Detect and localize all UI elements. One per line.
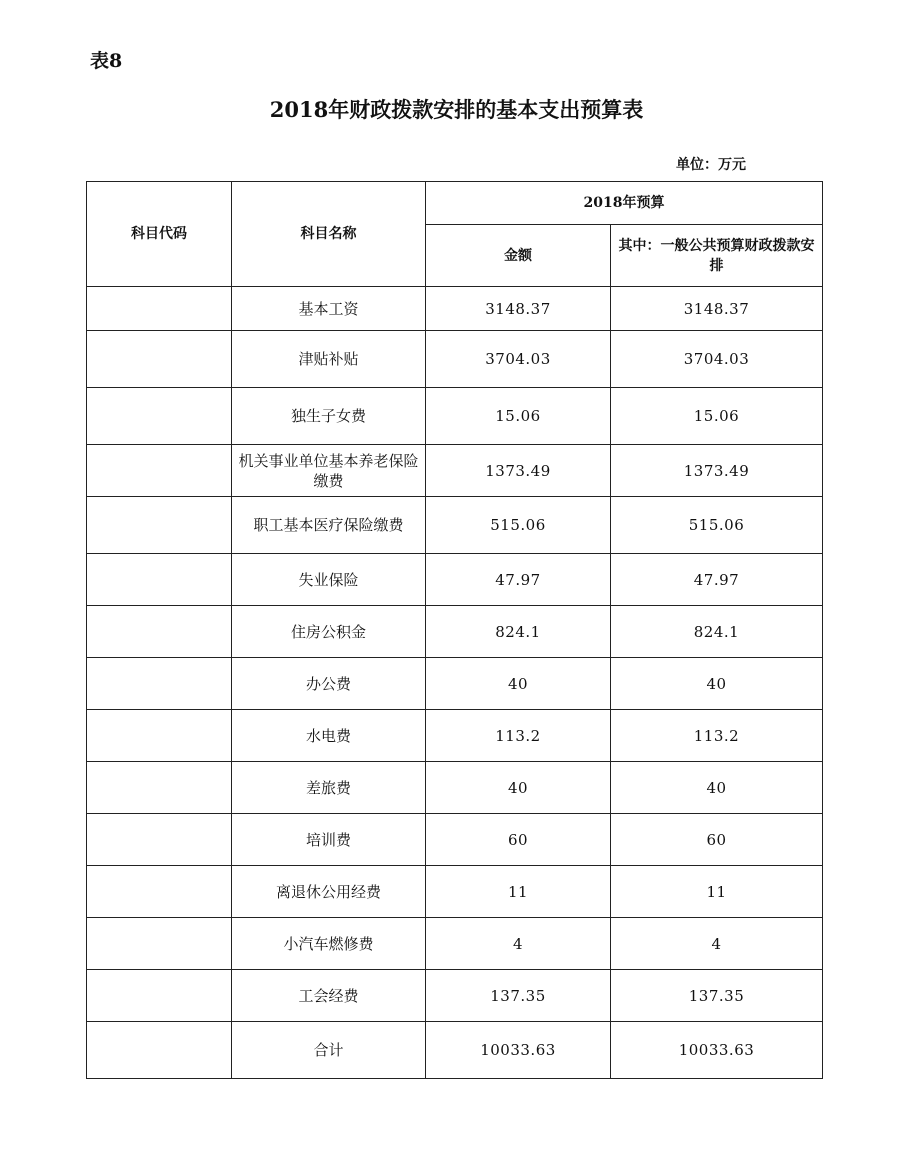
cell-name: 基本工资: [232, 287, 426, 331]
table-row: [87, 606, 823, 658]
table-row: [87, 762, 823, 814]
cell-name: 水电费: [232, 710, 426, 762]
cell-name: 离退休公用经费: [232, 866, 426, 918]
header-budget-group: 2018年预算: [426, 182, 823, 225]
cell-name: 津贴补贴: [232, 331, 426, 388]
cell-general: 47.97: [611, 554, 823, 606]
cell-code: [87, 866, 232, 918]
cell-general: 3704.03: [611, 331, 823, 388]
cell-amount: 40: [426, 762, 611, 814]
cell-name: 小汽车燃修费: [232, 918, 426, 970]
cell-code: [87, 814, 232, 866]
header-name: 科目名称: [232, 182, 426, 287]
cell-general: 10033.63: [611, 1022, 823, 1079]
cell-amount: 40: [426, 658, 611, 710]
cell-code: [87, 287, 232, 331]
cell-amount: 10033.63: [426, 1022, 611, 1079]
document-label: 表8: [90, 50, 123, 72]
cell-amount: 824.1: [426, 606, 611, 658]
cell-code: [87, 606, 232, 658]
table-row: [87, 497, 823, 554]
cell-name: 合计: [232, 1022, 426, 1079]
cell-general: 1373.49: [611, 445, 823, 497]
table-row: [87, 388, 823, 445]
cell-amount: 47.97: [426, 554, 611, 606]
cell-code: [87, 331, 232, 388]
cell-code: [87, 554, 232, 606]
header-general-public: 其中：一般公共预算财政拨款安排: [611, 225, 823, 287]
cell-general: 11: [611, 866, 823, 918]
document-title: 2018年财政拨款安排的基本支出预算表: [269, 97, 644, 122]
cell-amount: 137.35: [426, 970, 611, 1022]
cell-code: [87, 762, 232, 814]
cell-code: [87, 497, 232, 554]
cell-amount: 3704.03: [426, 331, 611, 388]
cell-amount: 11: [426, 866, 611, 918]
cell-name: 住房公积金: [232, 606, 426, 658]
cell-amount: 15.06: [426, 388, 611, 445]
cell-name: 失业保险: [232, 554, 426, 606]
cell-code: [87, 970, 232, 1022]
cell-general: 824.1: [611, 606, 823, 658]
cell-amount: 1373.49: [426, 445, 611, 497]
cell-general: 113.2: [611, 710, 823, 762]
total-row: [87, 1022, 823, 1079]
cell-amount: 515.06: [426, 497, 611, 554]
table-row: [87, 445, 823, 497]
table-row: [87, 554, 823, 606]
header-row-1: [87, 182, 823, 225]
table-row: [87, 866, 823, 918]
table-row: [87, 287, 823, 331]
cell-general: 40: [611, 658, 823, 710]
table-row: [87, 710, 823, 762]
cell-amount: 60: [426, 814, 611, 866]
cell-amount: 4: [426, 918, 611, 970]
cell-name: 独生子女费: [232, 388, 426, 445]
budget-table: [86, 181, 823, 1079]
table-row: [87, 970, 823, 1022]
header-amount: 金额: [426, 225, 611, 287]
cell-name: 办公费: [232, 658, 426, 710]
cell-amount: 113.2: [426, 710, 611, 762]
table-row: [87, 814, 823, 866]
cell-code: [87, 1022, 232, 1079]
cell-name: 培训费: [232, 814, 426, 866]
unit-label: 单位：万元: [676, 157, 746, 173]
cell-code: [87, 445, 232, 497]
cell-general: 60: [611, 814, 823, 866]
cell-amount: 3148.37: [426, 287, 611, 331]
table-row: [87, 331, 823, 388]
cell-general: 137.35: [611, 970, 823, 1022]
cell-name: 工会经费: [232, 970, 426, 1022]
table-row: [87, 918, 823, 970]
cell-code: [87, 918, 232, 970]
cell-code: [87, 658, 232, 710]
cell-code: [87, 388, 232, 445]
cell-general: 515.06: [611, 497, 823, 554]
header-code: 科目代码: [87, 182, 232, 287]
cell-general: 4: [611, 918, 823, 970]
cell-name: 机关事业单位基本养老保险缴费: [232, 445, 426, 497]
cell-general: 3148.37: [611, 287, 823, 331]
table-row: [87, 658, 823, 710]
cell-name: 差旅费: [232, 762, 426, 814]
cell-general: 15.06: [611, 388, 823, 445]
cell-general: 40: [611, 762, 823, 814]
cell-name: 职工基本医疗保险缴费: [232, 497, 426, 554]
cell-code: [87, 710, 232, 762]
